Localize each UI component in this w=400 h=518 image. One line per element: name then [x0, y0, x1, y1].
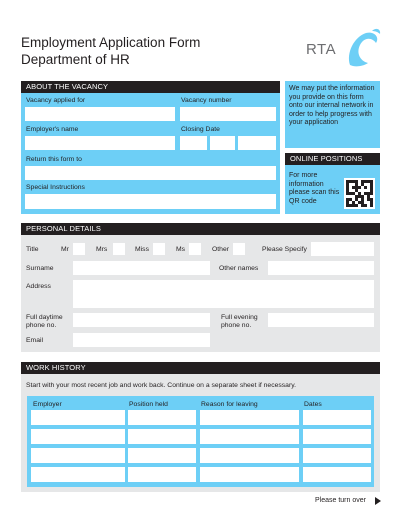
department-title: Department of HR: [21, 52, 130, 67]
surname-input[interactable]: [73, 261, 210, 275]
work-history-cell-r2-c4[interactable]: [303, 429, 371, 444]
other-names-input[interactable]: [268, 261, 374, 275]
qr-code-icon[interactable]: [344, 178, 375, 209]
qr-instructions-text: For more information please scan this QR code: [289, 172, 340, 205]
evening-phone-label-line1: Full evening: [221, 314, 258, 321]
address-input[interactable]: [73, 280, 374, 308]
personal-section-heading: PERSONAL DETAILS: [21, 223, 380, 235]
title-label: Title: [26, 246, 39, 253]
address-label: Address: [26, 283, 51, 290]
work-history-cell-r1-c4[interactable]: [303, 410, 371, 425]
work-history-cell-r2-c1[interactable]: [31, 429, 125, 444]
work-history-cell-r1-c1[interactable]: [31, 410, 125, 425]
title-mrs-checkbox[interactable]: [113, 243, 125, 255]
vacancy-applied-label: Vacancy applied for: [26, 97, 86, 104]
col-position-header: Position held: [129, 401, 168, 408]
closing-date-month-input[interactable]: [210, 136, 235, 150]
qr-module: [370, 204, 373, 207]
work-history-cell-r4-c4[interactable]: [303, 467, 371, 482]
daytime-phone-input[interactable]: [73, 313, 210, 327]
return-form-label: Return this form to: [26, 156, 82, 163]
work-history-cell-r3-c4[interactable]: [303, 448, 371, 463]
vacancy-number-label: Vacancy number: [181, 97, 232, 104]
title-option-mr-label: Mr: [61, 246, 69, 253]
work-history-cell-r3-c3[interactable]: [200, 448, 299, 463]
title-option-ms-label: Ms: [176, 246, 186, 253]
title-option-miss-label: Miss: [135, 246, 149, 253]
work-history-cell-r4-c2[interactable]: [128, 467, 196, 482]
return-form-input[interactable]: [25, 166, 276, 180]
title-mr-checkbox[interactable]: [73, 243, 85, 255]
evening-phone-input[interactable]: [268, 313, 374, 327]
work-history-cell-r2-c3[interactable]: [200, 429, 299, 444]
work-section-heading: WORK HISTORY: [21, 362, 380, 374]
rta-logo: [306, 25, 382, 70]
special-instructions-input[interactable]: [25, 194, 276, 209]
work-history-cell-r1-c3[interactable]: [200, 410, 299, 425]
evening-phone-label-line2: phone no.: [221, 322, 252, 329]
email-input[interactable]: [73, 333, 210, 347]
employers-name-input[interactable]: [25, 136, 175, 150]
title-option-mrs-label: Mrs: [96, 246, 108, 253]
surname-label: Surname: [26, 265, 54, 272]
other-names-label: Other names: [219, 265, 259, 272]
vacancy-applied-input[interactable]: [25, 107, 175, 121]
title-option-other-label: Other: [212, 246, 229, 253]
daytime-phone-label-line2: phone no.: [26, 322, 57, 329]
title-ms-checkbox[interactable]: [189, 243, 201, 255]
closing-date-day-input[interactable]: [180, 136, 207, 150]
col-employer-header: Employer: [33, 401, 62, 408]
closing-date-label: Closing Date: [181, 126, 220, 133]
special-instructions-label: Special Instructions: [26, 184, 85, 191]
form-title: Employment Application Form: [21, 35, 201, 50]
online-positions-heading: ONLINE POSITIONS: [285, 153, 380, 165]
work-history-cell-r2-c2[interactable]: [128, 429, 196, 444]
daytime-phone-label-line1: Full daytime: [26, 314, 63, 321]
email-label: Email: [26, 337, 43, 344]
title-miss-checkbox[interactable]: [153, 243, 165, 255]
play-arrow-icon: [375, 497, 381, 505]
qr-code-grid: [346, 180, 373, 207]
vacancy-section-heading: ABOUT THE VACANCY: [21, 81, 280, 93]
title-other-checkbox[interactable]: [233, 243, 245, 255]
vacancy-number-input[interactable]: [180, 107, 276, 121]
employers-name-label: Employer's name: [26, 126, 79, 133]
work-history-cell-r3-c2[interactable]: [128, 448, 196, 463]
logo-text: RTA: [306, 41, 337, 58]
please-specify-label: Please Specify: [262, 246, 307, 253]
closing-date-year-input[interactable]: [238, 136, 276, 150]
work-history-cell-r1-c2[interactable]: [128, 410, 196, 425]
turn-over-text: Please turn over: [315, 497, 366, 504]
privacy-notice-text: We may put the information you provide on this form onto our internal network in order to help progress with your application: [289, 85, 375, 126]
col-reason-header: Reason for leaving: [201, 401, 258, 408]
please-specify-input[interactable]: [311, 242, 374, 256]
col-dates-header: Dates: [304, 401, 322, 408]
work-history-cell-r4-c3[interactable]: [200, 467, 299, 482]
work-history-cell-r3-c1[interactable]: [31, 448, 125, 463]
work-history-cell-r4-c1[interactable]: [31, 467, 125, 482]
work-history-intro: Start with your most recent job and work back. Continue on a separate sheet if necessary.: [26, 382, 297, 389]
